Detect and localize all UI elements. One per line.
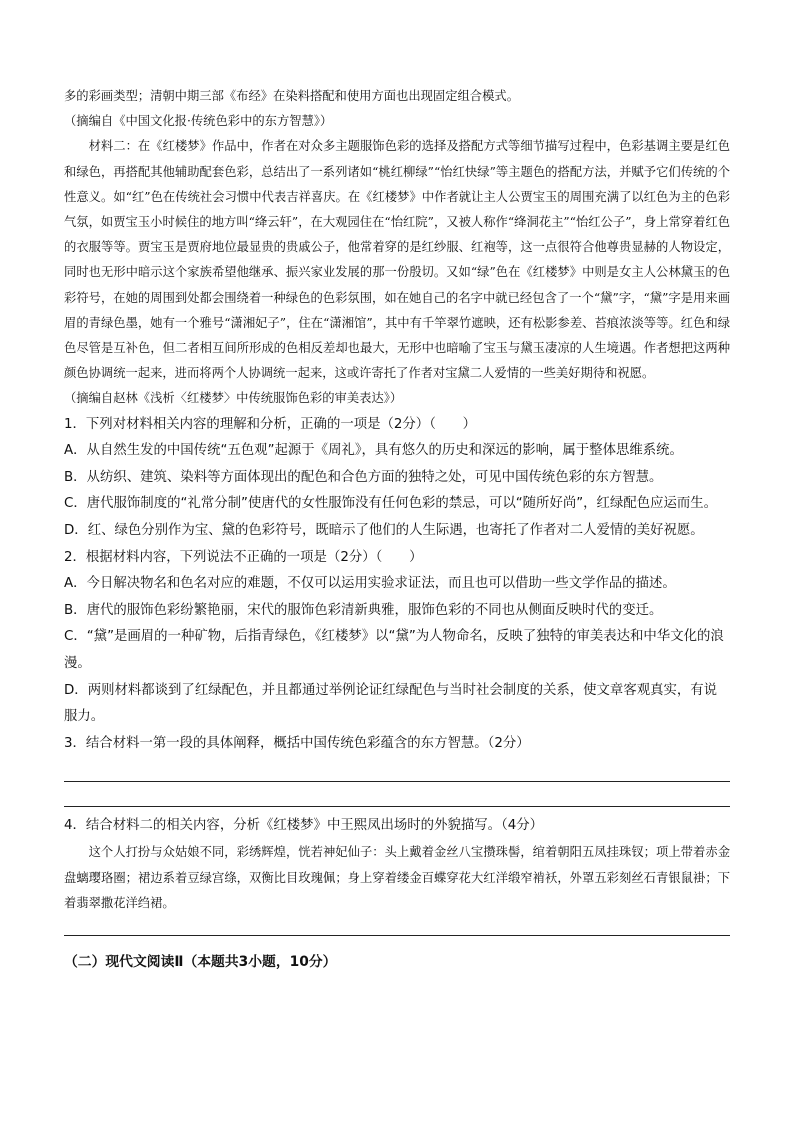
question-4 — [64, 813, 730, 840]
material1-source: （摘编自《中国文化报·传统色彩中的东方智慧》） — [64, 114, 333, 129]
q2-option-c[interactable]: C．“黛”是画眉的一种矿物，后指青绿色，《红楼梦》以“黛”为人物命名，反映了独特的审美表达和中华文化的浪漫。 — [64, 629, 724, 671]
q2-option-a[interactable]: A．今日解决物名和色名对应的难题，不仅可以运用实验求证法，而且也可以借助一些文学作品的描述。 — [64, 576, 676, 592]
q4-stem: 4．结合材料二的相关内容，分析《红楼梦》中王熙凤出场时的外貌描写。（4分） — [64, 818, 544, 834]
question-2 — [64, 545, 730, 731]
q2-option-b[interactable]: B．唐代的服饰色彩纷繁艳丽，宋代的服饰色彩清新典雅，服饰色彩的不同也从侧面反映时代的变迁。 — [64, 602, 663, 618]
q3-stem: 3．结合材料一第一段的具体阐释，概括中国传统色彩蕴含的东方智慧。（2分） — [64, 735, 530, 751]
material-block — [64, 84, 730, 412]
exam-page — [64, 84, 730, 970]
q2-option-d[interactable]: D．两则材料都谈到了红绿配色，并且都通过举例论证红绿配色与当时社会制度的关系，使文章客观真实，有说服力。 — [64, 682, 718, 725]
answer-line[interactable] — [64, 782, 730, 807]
material2-source: （摘编自赵林《浅析〈红楼梦〉中传统服饰色彩的审美表达》） — [64, 391, 403, 406]
answer-line[interactable] — [64, 757, 730, 782]
material1-tail: 多的彩画类型；清朝中期三部《布经》在染料搭配和使用方面也出现固定组合模式。 — [64, 89, 519, 103]
q1-option-b[interactable]: B．从纺织、建筑、染料等方面体现出的配色和合色方面的独特之处，可见中国传统色彩的东方智慧。 — [64, 469, 663, 485]
q2-stem: 2．根据材料内容，下列说法不正确的一项是（2分）（ ） — [64, 549, 423, 565]
q1-option-a[interactable]: A．从自然生发的中国传统“五色观”起源于《周礼》，具有悠久的历史和深远的影响，属于整体思维系统。 — [64, 443, 683, 459]
section-title: （二）现代文阅读Ⅱ（本题共3小题，10分） — [64, 953, 337, 970]
q4-excerpt-block — [64, 840, 730, 917]
q4-excerpt: 这个人打扮与众姑娘不同，彩绣辉煌，恍若神妃仙子：头上戴着金丝八宝攒珠髻，绾着朝阳五凤挂珠钗；项上带着赤金盘螭璎珞圈；裙边系着豆绿宫绦，双衡比目玫瑰佩；身上穿着缕金百蝶穿花大红洋缎窄褃袄，外罩五彩刻丝石青银鼠褂；下着翡翠撒花洋绉裙。 — [64, 844, 730, 911]
q1-option-c[interactable]: C．唐代服饰制度的“礼常分制”使唐代的女性服饰没有任何色彩的禁忌，可以“随所好尚”，红绿配色应运而生。 — [64, 496, 718, 512]
material2-text: 材料二：在《红楼梦》作品中，作者在对众多主题服饰色彩的选择及搭配方式等细节描写过程中，色彩基调主要是红色和绿色，再搭配其他辅助配套色彩，总结出了一系列诸如“桃红柳绿”“怡红快绿”等主题色的搭配方法，并赋予它们传统的个性意义。如“红”色在传统社会习惯中代表吉祥喜庆。在《红楼梦》中作者就让主人公贾宝玉的周围充满了以红色为主的色彩气氛，如贾宝玉小时候住的地方叫“绛云轩”，在大观园住在“怡红院”，又被人称作“绛洞花主”“怡红公子”，身上常穿着红色的衣服等等。贾宝玉是贾府地位最显贵的贵戚公子，他常着穿的是红纱服、红袍等，这一点很符合他尊贵显赫的人物设定，同时也无形中暗示这个家族希望他继承、振兴家业发展的那一份殷切。又如“绿”色在《红楼梦》中则是女主人公林黛玉的色彩符号，在她的周围到处都会围绕着一种绿色的色彩氛围，如在她自己的名字中就已经包含了一个“黛”字，“黛”字是用来画眉的青绿色墨，她有一个雅号“潇湘妃子”，住在“潇湘馆”，其中有千竿翠竹遮映，还有松影参差、苔痕浓淡等等。红色和绿色尽管是互补色，但二者相互间所形成的色相反差却也最大，无形中也暗喻了宝玉与黛玉凄凉的人生境遇。作者想把这两种颜色协调统一起来，进而将两个人协调统一起来，这或许寄托了作者对宝黛二人爱情的一些美好期待和祝愿。 — [64, 139, 730, 381]
q1-option-d[interactable]: D．红、绿色分别作为宝、黛的色彩符号，既暗示了他们的人生际遇，也寄托了作者对二人爱情的美好祝愿。 — [64, 523, 704, 539]
section-divider — [64, 935, 730, 936]
question-3 — [64, 731, 730, 808]
q1-stem: 1．下列对材料相关内容的理解和分析，正确的一项是（2分）（ ） — [64, 416, 477, 432]
question-1 — [64, 412, 730, 545]
